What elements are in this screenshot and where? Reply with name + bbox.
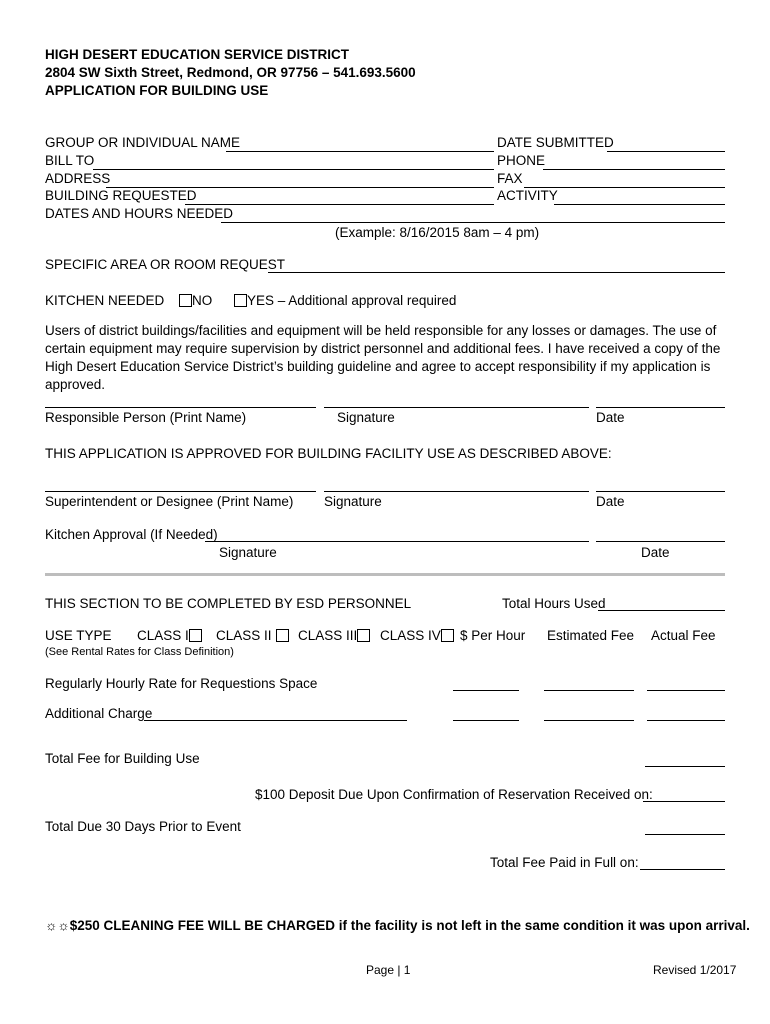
class3-checkbox[interactable]	[357, 629, 370, 642]
responsible-name-caption: Responsible Person (Print Name)	[45, 410, 247, 425]
form-title: APPLICATION FOR BUILDING USE	[45, 83, 269, 98]
total-due-label: Total Due 30 Days Prior to Event	[45, 819, 241, 834]
rental-rates-note: (See Rental Rates for Class Definition)	[45, 646, 234, 658]
hourly-rate-label: Regularly Hourly Rate for Requestions Space	[45, 676, 318, 691]
class4-option[interactable]	[380, 628, 454, 643]
approval-statement: THIS APPLICATION IS APPROVED FOR BUILDING FACILITY USE AS DESCRIBED ABOVE:	[45, 446, 612, 461]
phone-field[interactable]	[543, 169, 725, 170]
total-fee-label: Total Fee for Building Use	[45, 751, 200, 766]
class4-checkbox[interactable]	[441, 629, 454, 642]
hourly-rate-per-hour-field[interactable]	[453, 690, 519, 691]
per-hour-header: $ Per Hour	[460, 628, 526, 643]
building-requested-field[interactable]	[185, 204, 494, 205]
class2-checkbox[interactable]	[276, 629, 289, 642]
bill-to-field[interactable]	[93, 169, 494, 170]
kitchen-no-checkbox[interactable]	[179, 294, 192, 307]
date-submitted-field[interactable]	[607, 151, 725, 152]
class3-label: CLASS III	[298, 628, 358, 643]
additional-charge-description-field[interactable]	[144, 720, 407, 721]
date-submitted-label: DATE SUBMITTED	[497, 135, 614, 150]
kitchen-approval-signature-line[interactable]	[205, 541, 589, 542]
specific-area-label: SPECIFIC AREA OR ROOM REQUEST	[45, 257, 286, 272]
responsible-date-line[interactable]	[596, 407, 725, 408]
total-hours-field[interactable]	[598, 610, 725, 611]
bill-to-label: BILL TO	[45, 153, 95, 168]
additional-charge-estimated-field[interactable]	[544, 720, 634, 721]
activity-label: ACTIVITY	[497, 188, 558, 203]
group-name-label: GROUP OR INDIVIDUAL NAME	[45, 135, 241, 150]
cleaning-fee-bold: $250 CLEANING FEE WILL BE CHARGED	[69, 918, 336, 933]
activity-field[interactable]	[554, 204, 725, 205]
district-address: 2804 SW Sixth Street, Redmond, OR 97756 – 541.693.5600	[45, 65, 416, 80]
fax-label: FAX	[497, 171, 523, 186]
total-due-field[interactable]	[645, 834, 725, 835]
revision-date: Revised 1/2017	[653, 963, 737, 977]
additional-charge-label: Additional Charge	[45, 706, 153, 721]
responsibility-statement: Users of district buildings/facilities and equipment will be held responsible for any losses or damages. The use of certain equipment may require supervision by district personnel and additional fees. I have received a copy of the High Desert Education Service District’s building guideline and agree to accept responsibility if my application is approved.	[45, 323, 721, 392]
address-label: ADDRESS	[45, 171, 111, 186]
page-number: Page | 1	[366, 963, 411, 977]
cleaning-fee-notice	[45, 918, 750, 933]
superintendent-signature-line[interactable]	[324, 491, 589, 492]
class1-label: CLASS I	[137, 628, 189, 643]
class4-label: CLASS IV	[380, 628, 441, 643]
section-divider	[45, 573, 725, 576]
total-paid-label: Total Fee Paid in Full on:	[490, 855, 639, 870]
kitchen-yes-option[interactable]	[234, 293, 456, 308]
superintendent-name-line[interactable]	[45, 491, 316, 492]
additional-charge-actual-field[interactable]	[647, 720, 725, 721]
esd-section-title: THIS SECTION TO BE COMPLETED BY ESD PERSONNEL	[45, 596, 412, 611]
specific-area-field[interactable]	[268, 272, 725, 273]
estimated-fee-header: Estimated Fee	[547, 628, 635, 643]
use-type-label: USE TYPE	[45, 628, 112, 643]
building-requested-label: BUILDING REQUESTED	[45, 188, 197, 203]
hourly-rate-estimated-field[interactable]	[544, 690, 634, 691]
deposit-label: $100 Deposit Due Upon Confirmation of Reservation Received on:	[255, 787, 653, 802]
class2-option[interactable]	[216, 628, 289, 643]
kitchen-no-option[interactable]	[179, 293, 212, 308]
class2-label: CLASS II	[216, 628, 272, 643]
sun-icon: ☼☼	[45, 918, 70, 933]
kitchen-approval-label: Kitchen Approval (If Needed)	[45, 527, 218, 542]
responsible-name-line[interactable]	[45, 407, 316, 408]
actual-fee-header: Actual Fee	[651, 628, 716, 643]
kitchen-yes-checkbox[interactable]	[234, 294, 247, 307]
total-fee-field[interactable]	[645, 766, 725, 767]
responsible-signature-line[interactable]	[324, 407, 589, 408]
group-name-field[interactable]	[226, 151, 494, 152]
kitchen-approval-date-caption: Date	[641, 545, 670, 560]
phone-label: PHONE	[497, 153, 546, 168]
district-name: HIGH DESERT EDUCATION SERVICE DISTRICT	[45, 47, 350, 62]
class3-option[interactable]	[298, 628, 370, 643]
kitchen-approval-signature-caption: Signature	[219, 545, 277, 560]
superintendent-date-line[interactable]	[596, 491, 725, 492]
hourly-rate-actual-field[interactable]	[647, 690, 725, 691]
dates-hours-field[interactable]	[221, 222, 725, 223]
class1-checkbox[interactable]	[189, 629, 202, 642]
kitchen-label: KITCHEN NEEDED	[45, 293, 165, 308]
class1-option[interactable]	[137, 628, 202, 643]
date-example: (Example: 8/16/2015 8am – 4 pm)	[335, 225, 540, 240]
responsible-date-caption: Date	[596, 410, 625, 425]
kitchen-approval-date-line[interactable]	[596, 541, 725, 542]
total-paid-date-field[interactable]	[640, 869, 725, 870]
deposit-date-field[interactable]	[643, 801, 725, 802]
cleaning-fee-rest: if the facility is not left in the same condition it was upon arrival.	[335, 918, 750, 933]
additional-charge-per-hour-field[interactable]	[453, 720, 519, 721]
dates-hours-label: DATES AND HOURS NEEDED	[45, 206, 234, 221]
superintendent-date-caption: Date	[596, 494, 625, 509]
responsible-signature-caption: Signature	[337, 410, 395, 425]
superintendent-name-caption: Superintendent or Designee (Print Name)	[45, 494, 294, 509]
total-hours-label: Total Hours Used	[502, 596, 606, 611]
kitchen-yes-label: YES – Additional approval required	[247, 293, 457, 308]
kitchen-no-label: NO	[192, 293, 213, 308]
superintendent-signature-caption: Signature	[324, 494, 382, 509]
